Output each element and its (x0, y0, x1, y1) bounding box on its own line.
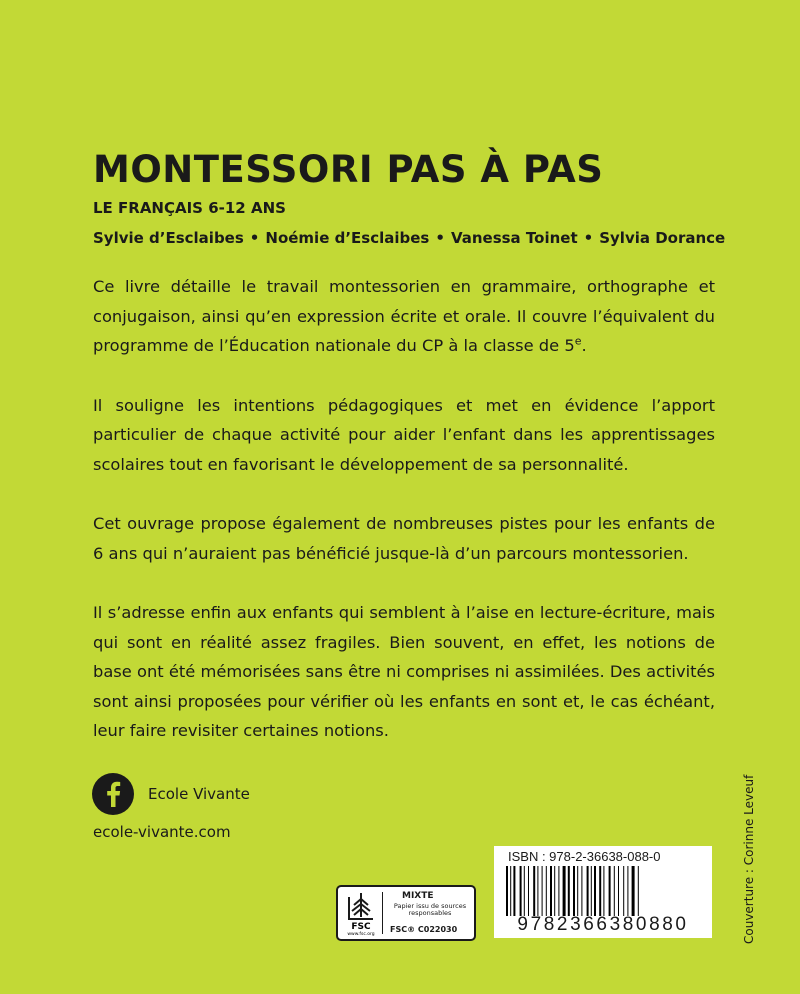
description-text: Ce livre détaille le travail montessorien en grammaire, orthographe et conjugaison, ainsi qu’en expression écrite et orale. Il couvre l’équivalent du programme de l’Éducation nationale du CP à la classe de 5 (93, 277, 715, 355)
description-paragraph (93, 272, 715, 361)
isbn-number: ISBN : 978-2-36638-088-0 (508, 849, 661, 864)
barcode-bar (632, 866, 635, 916)
author-list (93, 229, 725, 247)
cover-credit: Couverture : Corinne Leveuf (742, 774, 756, 944)
barcode-bar (558, 866, 559, 916)
barcode-bar (638, 866, 639, 916)
barcode-digits: 9782366380880 (517, 914, 689, 935)
barcode-bar (533, 866, 535, 916)
book-subtitle: LE FRANÇAIS 6-12 ANS (93, 199, 286, 217)
barcode-bar (587, 866, 589, 916)
barcode-bar (506, 866, 508, 916)
author-separator: • (583, 229, 594, 247)
barcode-bar (550, 866, 552, 916)
barcode-bar (623, 866, 624, 916)
fsc-label (336, 885, 476, 941)
barcode-panel (494, 846, 712, 938)
barcode-bar (618, 866, 619, 916)
author-name: Sylvie d’Esclaibes (93, 229, 244, 247)
book-title: MONTESSORI PAS À PAS (93, 148, 604, 191)
barcode-bar (594, 866, 596, 916)
barcode-bar (581, 866, 582, 916)
author-separator: • (249, 229, 260, 247)
description-paragraph: Il s’adresse enfin aux enfants qui semblent à l’aise en lecture-écriture, mais qui sont en réalité assez fragiles. Bien souvent, en effet, les notions de base ont été mémorisées sans être ni comprises ni assimilées. Des activités sont ainsi proposées pour vérifier où les enfants en sont et, le cas échéant, leur faire revisiter certaines notions. (93, 603, 715, 740)
barcode-bar (591, 866, 592, 916)
fsc-description: Papier issu de sources responsables (393, 902, 467, 917)
barcode-bar (520, 866, 522, 916)
barcode-bar (554, 866, 555, 916)
facebook-page-name[interactable]: Ecole Vivante (148, 785, 250, 803)
description-text-end: . (581, 336, 587, 355)
description-paragraph: Cet ouvrage propose également de nombreuses pistes pour les enfants de 6 ans qui n’auraient pas bénéficié jusque-là d’un parcours montessorien. (93, 514, 715, 563)
fsc-logo-text: FSC (351, 922, 371, 932)
barcode-bar (627, 866, 628, 916)
barcode-bar (513, 866, 515, 916)
barcode-bar (568, 866, 570, 916)
barcode-bar (614, 866, 615, 916)
barcode-bar (563, 866, 566, 916)
author-name: Sylvia Dorance (599, 229, 726, 247)
barcode-bar (577, 866, 578, 916)
fsc-mixte-label: MIXTE (402, 891, 434, 901)
barcode-bar (546, 866, 547, 916)
barcode-bar (542, 866, 543, 916)
superscript: e (574, 334, 582, 348)
fsc-code: FSC® C022030 (390, 925, 458, 934)
description-paragraph: Il souligne les intentions pédagogiques et met en évidence l’apport particulier de chaque activité pour aider l’enfant dans les apprentissages scolaires tout en favorisant le développement de sa personnalité. (93, 395, 715, 474)
author-separator: • (435, 229, 445, 247)
facebook-icon[interactable] (92, 773, 134, 815)
fsc-logo-url: www.fsc.org (347, 932, 375, 937)
book-description (93, 272, 715, 776)
barcode-bar (599, 866, 601, 916)
author-name: Noémie d’Esclaibes (265, 229, 430, 247)
barcode-bar (573, 866, 575, 916)
barcode-bar (537, 866, 538, 916)
website-link[interactable]: ecole-vivante.com (93, 823, 231, 841)
barcode-bar (510, 866, 511, 916)
fsc-divider (382, 892, 383, 934)
barcode-bar (528, 866, 529, 916)
author-name: Vanessa Toinet (450, 229, 578, 247)
fsc-tree-icon (344, 891, 378, 937)
barcode-bar (609, 866, 611, 916)
barcode-bar (524, 866, 525, 916)
barcode-bars (504, 866, 702, 916)
barcode-bar (603, 866, 604, 916)
